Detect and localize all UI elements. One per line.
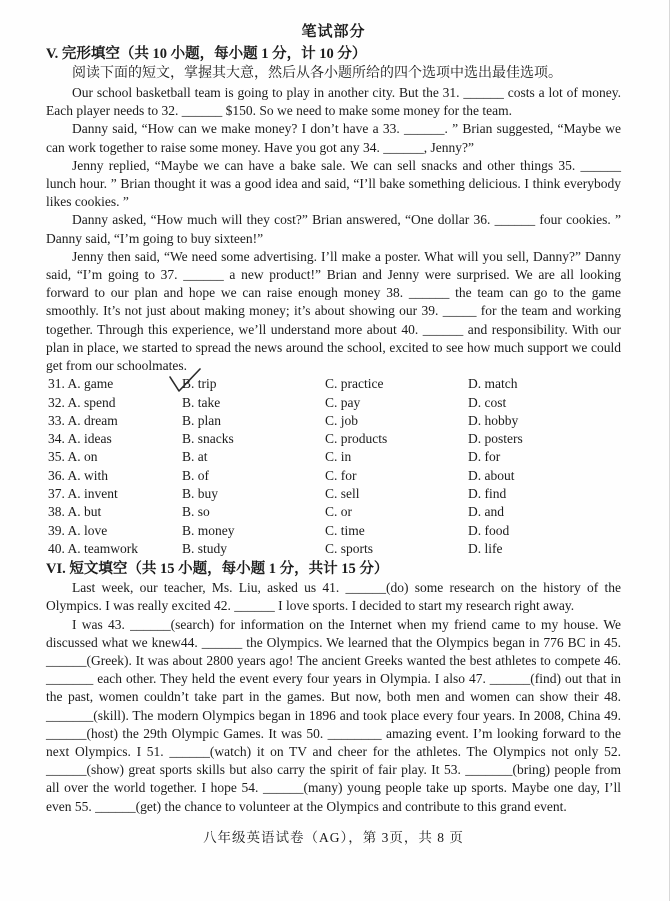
option-row-31 (48, 375, 621, 393)
cloze-paragraph: Jenny then said, “We need some advertising. I’ll make a poster. What will you sell, Danny?” Danny said, “I’m going to 37. ______ a new product!” Brian and Jenny were surprised. We are all looking forward to our plan and hope we can raise enough money 38. ______ the team can go to the game smoothly. It’s not just about making money; it’s about showing our 39. _____ for the team and working together. Through this experience, we’ll understand more about 40. ______ and responsibility. With our plan in place, we started to spread the news around the school, excited to see how much support we could get from our schoolmates. (46, 248, 621, 374)
cloze-options-table (46, 375, 621, 558)
option-33-b: B. plan (182, 412, 221, 428)
option-37-d: D. find (468, 486, 507, 502)
option-40-c: C. sports (325, 540, 374, 556)
option-36-b: B. of (182, 467, 209, 483)
option-39-a: 39. A. love (48, 522, 108, 538)
option-38-b: B. so (182, 504, 210, 520)
option-31-c: C. practice (325, 376, 384, 392)
option-39-b: B. money (182, 522, 235, 538)
option-39-c: C. time (325, 522, 365, 538)
cloze-paragraph: Our school basketball team is going to play in another city. But the 31. ______ costs a lot of money. Each player needs to 32. ______ $150. So we need to make some money for the team. (46, 85, 621, 119)
option-31-a: 31. A. game (48, 376, 114, 392)
option-37-a: 37. A. invent (48, 486, 118, 502)
option-38-a: 38. A. but (48, 504, 102, 520)
option-35-b: B. at (182, 449, 208, 465)
option-36-a: 36. A. with (48, 467, 109, 483)
option-32-b: B. take (182, 394, 221, 410)
option-32-a: 32. A. spend (48, 394, 116, 410)
option-37-b: B. buy (182, 486, 219, 502)
option-row-33 (48, 412, 621, 430)
option-row-36 (48, 467, 621, 485)
option-40-d: D. life (468, 540, 503, 556)
section-v-heading: V. 完形填空（共 10 小题，每小题 1 分，计 10 分） (46, 46, 367, 62)
option-36-c: C. for (325, 467, 357, 483)
fill-blank-paragraph: I was 43. ______(search) for information on the Internet when my friend came to my house. We discussed what we knew44. ______ the Olympics. We learned that the Olympics began in 776 BC in 45. ______(Greek). It was about 2800 years ago! The ancient Greeks wanted the best athletes to compete 46. _______ each other. They held the event every four years in Olympia. I also 47. ______(find) out that in the past, women couldn’t take part in the games. But now, both men and women can show their 48. _______(skill). The modern Olympics began in 1896 and took place every four years. In 2008, China 49. ______(host) the 29th Olympic Games. It was 50. ________ amazing event. I’m looking forward to the next Olympics. I 51. ______(watch) it on TV and cheer for the athletes. The Olympics not only 52. ______(show) great sports skills but also carry the spirit of fair play. It 53. _______(bring) people from all over the world together. I hope 54. ______(many) young people take up sports. Maybe one day, I’ll even 55. ______(get) the chance to volunteer at the Olympics and contribute to this grand event. (46, 616, 621, 814)
option-32-c: C. pay (325, 394, 361, 410)
option-34-c: C. products (325, 431, 388, 447)
option-row-32 (48, 394, 621, 412)
option-31-d: D. match (468, 376, 518, 392)
page-footer: 八年级英语试卷（AG），第 3页，共 8 页 (203, 829, 464, 845)
option-37-c: C. sell (325, 486, 360, 502)
option-33-d: D. hobby (468, 412, 519, 428)
option-39-d: D. food (468, 522, 510, 538)
option-34-b: B. snacks (182, 431, 234, 447)
option-35-a: 35. A. on (48, 449, 98, 465)
option-row-35 (48, 448, 621, 466)
cloze-paragraph: Danny said, “How can we make money? I don’t have a 33. ______. ” Brian suggested, “Maybe we can work together to raise some money. Have you got any 34. ______, Jenny?” (46, 121, 621, 155)
option-row-34 (48, 430, 621, 448)
page-title: 笔试部分 (301, 24, 366, 40)
option-38-c: C. or (325, 504, 352, 520)
option-34-a: 34. A. ideas (48, 431, 112, 447)
option-34-d: D. posters (468, 431, 523, 447)
option-33-c: C. job (325, 412, 359, 428)
option-35-d: D. for (468, 449, 501, 465)
cloze-paragraph: Danny asked, “How much will they cost?” Brian answered, “One dollar 36. ______ four cookies. ” Danny said, “I’m going to buy sixteen!” (46, 212, 621, 246)
section-v-instruction: 阅读下面的短文，掌握其大意，然后从各小题所给的四个选项中选出最佳选项。 (72, 66, 562, 81)
section-vi-heading: VI. 短文填空（共 15 小题，每小题 1 分，共计 15 分） (46, 561, 389, 578)
fill-blank-paragraph: Last week, our teacher, Ms. Liu, asked us 41. ______(do) some research on the history of the Olympics. I was really excited 42. ______ I love sports. I decided to start my research right away. (46, 580, 621, 614)
option-32-d: D. cost (468, 394, 507, 410)
option-40-b: B. study (182, 540, 228, 556)
cloze-paragraph: Jenny replied, “Maybe we can have a bake sale. We can sell snacks and other things 35. ______ lunch hour. ” Brian thought it was a good idea and said, “I’ll bake something delicious. I think everybody likes cookies. ” (46, 157, 621, 210)
option-31-b-label: B. trip (182, 376, 217, 392)
option-31-b (182, 375, 325, 393)
option-33-a: 33. A. dream (48, 412, 118, 428)
option-row-39 (48, 522, 621, 540)
option-row-38 (48, 503, 621, 521)
option-38-d: D. and (468, 504, 504, 520)
option-row-40 (48, 540, 621, 558)
option-36-d: D. about (468, 467, 515, 483)
option-35-c: C. in (325, 449, 352, 465)
option-40-a: 40. A. teamwork (48, 540, 138, 556)
option-row-37 (48, 485, 621, 503)
